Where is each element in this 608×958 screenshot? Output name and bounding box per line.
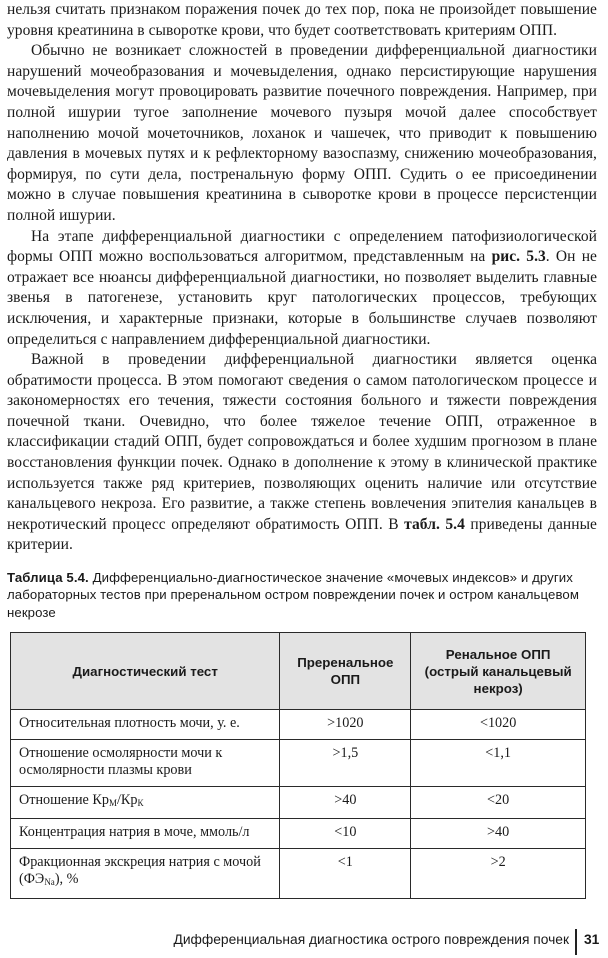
subscript: М xyxy=(108,797,117,808)
page-number: 31 xyxy=(584,932,600,947)
figure-reference: рис. 5.3 xyxy=(491,248,546,266)
paragraph-algorithm xyxy=(7,227,597,351)
paragraph-reversibility-text-start: Важной в проведении дифференциальной диагностики является оценка обратимости процесса. В этом помогают сведения о самом патологическом процессе и закономерностях его течения, тяжести состояния больного и тяжести повреждения почечной ткани. Очевидно, что более тяжелое течение ОПП, отраженное в классификации стадий ОПП, будет сопровождаться и более худшим прогнозом в плане восстановления функции почек. Однако в дополнение к этому в клинической практике используется также ряд критериев, позволяющих оценить наличие или отсутствие канальцевого некроза. Его развитие, а также степень вовлечения эпителия канальцев в некротический процесс определяют обратимость ОПП. В xyxy=(7,351,597,533)
header-renal: Ренальное ОПП (острый канальцевый некроз) xyxy=(411,633,586,710)
subscript: Na xyxy=(44,877,55,888)
prerenal-value-cell: >1,5 xyxy=(280,739,411,786)
test-name-cell: Отношение осмолярности мочи к осмолярности плазмы крови xyxy=(11,739,280,786)
paragraph-algorithm-text-start: На этапе дифференциальной диагностики с определением патофизиологической формы ОПП можно воспользоваться алгоритмом, представленным на xyxy=(7,227,597,266)
table-header-row xyxy=(11,633,586,710)
table-caption-text: Дифференциально-диагностическое значение «мочевых индексов» и других лабораторных тестов при преренальном остром повреждении почек и остром канальцевом некрозе xyxy=(7,570,579,620)
test-name-cell xyxy=(11,848,280,898)
test-name-text: ), % xyxy=(54,871,79,888)
renal-value-cell: <1020 xyxy=(411,710,586,740)
page-footer xyxy=(0,929,600,951)
table-reference: табл. 5.4 xyxy=(404,515,465,533)
test-name-text: Отношение Кр xyxy=(19,791,109,808)
running-title: Дифференциальная диагностика острого повреждения почек xyxy=(173,932,569,947)
criteria-table xyxy=(10,632,586,899)
footer-divider xyxy=(575,929,577,955)
test-name-text: Фракционная экскреция натрия с мочой (ФЭ xyxy=(19,853,261,888)
paragraph-differential-diagnosis: Обычно не возникает сложностей в проведении дифференциальной диагностики нарушений мочеобразования и мочевыделения, однако персистирующие нарушения мочевыделения могут провоцировать развитие почечного повреждения. Например, при полной ишурии тугое заполнение мочевого пузыря мочой далее способствует наполнению мочой мочеточников, лоханок и чашечек, что приводит к повышению давления в мочевых путях и к рефлекторному вазоспазму, снижению мочеобразования, формируя, по сути дела, постренальную форму ОПП. Судить о ее присоединении можно в случае повышения креатинина в сыворотке крови в процессе персистенции полной ишурии. xyxy=(7,42,597,224)
table-row xyxy=(11,848,586,898)
test-name-cell: Относительная плотность мочи, у. е. xyxy=(11,710,280,740)
prerenal-value-cell: <10 xyxy=(280,819,411,849)
test-name-cell xyxy=(11,786,280,819)
header-prerenal: Преренальное ОПП xyxy=(280,633,411,710)
test-name-cell: Концентрация натрия в моче, ммоль/л xyxy=(11,819,280,849)
table-row xyxy=(11,786,586,819)
prerenal-value-cell: >1020 xyxy=(280,710,411,740)
table-row xyxy=(11,739,586,786)
renal-value-cell: >2 xyxy=(411,848,586,898)
paragraph-reversibility xyxy=(7,350,597,556)
paragraph-reversibility-text-end: приведены данные критерии. xyxy=(7,515,597,554)
table-row xyxy=(11,819,586,849)
prerenal-value-cell: >40 xyxy=(280,786,411,819)
paragraph-continued: нельзя считать признаком поражения почек до тех пор, пока не произойдет повышение уровня креатинина в сыворотке крови, что будет соответствовать критериям ОПП. xyxy=(7,1,597,39)
table-caption-label: Таблица 5.4. xyxy=(7,570,89,586)
test-name-text: /Кр xyxy=(116,791,138,808)
header-diagnostic-test: Диагностический тест xyxy=(11,633,280,710)
document-page xyxy=(7,0,597,899)
table-caption xyxy=(7,569,597,621)
body-text xyxy=(7,0,597,556)
subscript: К xyxy=(137,797,144,808)
renal-value-cell: <1,1 xyxy=(411,739,586,786)
paragraph-algorithm-text-end: . Он не отражает все нюансы дифференциальной диагностики, но позволяет выделить главные звенья в патогенезе, установить круг патологических процессов, требующих исключения, и характерные признаки, которые в большинстве случаев позволяют определиться с направлением дифференциальной диагностики. xyxy=(7,248,597,348)
prerenal-value-cell: <1 xyxy=(280,848,411,898)
table-row xyxy=(11,710,586,740)
renal-value-cell: <20 xyxy=(411,786,586,819)
renal-value-cell: >40 xyxy=(411,819,586,849)
